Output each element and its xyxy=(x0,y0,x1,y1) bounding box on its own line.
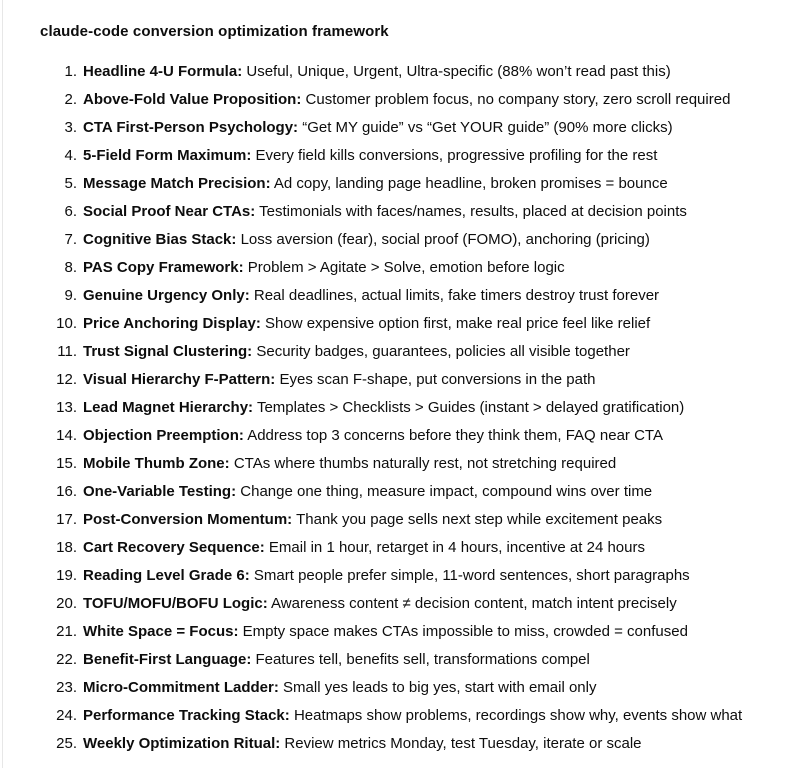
item-number: 18. xyxy=(56,539,77,556)
item-number: 9. xyxy=(64,287,77,304)
framework-list xyxy=(40,58,771,758)
list-item xyxy=(40,618,771,646)
list-item xyxy=(40,506,771,534)
item-number: 16. xyxy=(56,483,77,500)
item-number: 3. xyxy=(64,119,77,136)
item-description: Small yes leads to big yes, start with email only xyxy=(283,679,597,696)
item-description: Email in 1 hour, retarget in 4 hours, incentive at 24 hours xyxy=(268,539,645,556)
item-number: 23. xyxy=(56,679,77,696)
item-label: Genuine Urgency Only: xyxy=(83,287,250,304)
item-description: Templates > Checklists > Guides (instant > delayed gratification) xyxy=(256,399,685,416)
list-item xyxy=(40,58,771,86)
list-item xyxy=(40,86,771,114)
item-number: 11. xyxy=(57,343,77,360)
item-label: Price Anchoring Display: xyxy=(83,315,261,332)
item-label: Cognitive Bias Stack: xyxy=(83,231,237,248)
left-border-line xyxy=(2,0,3,768)
item-description: Smart people prefer simple, 11-word sentences, short paragraphs xyxy=(253,567,690,584)
item-description: Eyes scan F-shape, put conversions in the path xyxy=(279,371,596,388)
list-item xyxy=(40,114,771,142)
item-description: Empty space makes CTAs impossible to miss, crowded = confused xyxy=(242,623,688,640)
item-description: Review metrics Monday, test Tuesday, iterate or scale xyxy=(284,735,642,752)
item-label: PAS Copy Framework: xyxy=(83,259,244,276)
item-number: 25. xyxy=(56,735,77,752)
item-number: 12. xyxy=(56,371,77,388)
item-label: Post-Conversion Momentum: xyxy=(83,511,293,528)
list-item xyxy=(40,646,771,674)
item-number: 20. xyxy=(56,595,77,612)
item-number: 21. xyxy=(56,623,77,640)
item-label: Reading Level Grade 6: xyxy=(83,567,250,584)
list-item xyxy=(40,450,771,478)
item-label: Headline 4-U Formula: xyxy=(83,63,243,80)
list-item xyxy=(40,394,771,422)
item-number: 22. xyxy=(56,651,77,668)
item-description: “Get MY guide” vs “Get YOUR guide” (90% more clicks) xyxy=(302,119,673,136)
item-label: 5-Field Form Maximum: xyxy=(83,147,252,164)
list-item xyxy=(40,310,771,338)
item-description: Real deadlines, actual limits, fake timers destroy trust forever xyxy=(253,287,660,304)
item-description: Every field kills conversions, progressive profiling for the rest xyxy=(255,147,658,164)
item-number: 24. xyxy=(56,707,77,724)
item-label: Lead Magnet Hierarchy: xyxy=(83,399,254,416)
item-description: Testimonials with faces/names, results, placed at decision points xyxy=(259,203,687,220)
list-item xyxy=(40,478,771,506)
list-item xyxy=(40,254,771,282)
item-number: 5. xyxy=(64,175,77,192)
item-description: Security badges, guarantees, policies all visible together xyxy=(256,343,630,360)
list-item xyxy=(40,226,771,254)
page-title: claude-code conversion optimization framework xyxy=(40,23,389,40)
item-description: CTAs where thumbs naturally rest, not stretching required xyxy=(233,455,617,472)
item-label: Visual Hierarchy F-Pattern: xyxy=(83,371,276,388)
item-description: Change one thing, measure impact, compound wins over time xyxy=(240,483,653,500)
item-description: Heatmaps show problems, recordings show why, events show what xyxy=(293,707,743,724)
item-description: Customer problem focus, no company story, zero scroll required xyxy=(305,91,731,108)
item-label: TOFU/MOFU/BOFU Logic: xyxy=(83,595,268,612)
item-description: Awareness content ≠ decision content, match intent precisely xyxy=(271,595,677,612)
item-label: One-Variable Testing: xyxy=(83,483,237,500)
item-number: 13. xyxy=(56,399,77,416)
item-number: 10. xyxy=(56,315,77,332)
item-number: 1. xyxy=(64,63,77,80)
item-description: Loss aversion (fear), social proof (FOMO), anchoring (pricing) xyxy=(240,231,650,248)
item-number: 15. xyxy=(56,455,77,472)
item-description: Ad copy, landing page headline, broken promises = bounce xyxy=(273,175,668,192)
list-item xyxy=(40,590,771,618)
item-label: Mobile Thumb Zone: xyxy=(83,455,230,472)
item-description: Show expensive option first, make real price feel like relief xyxy=(265,315,651,332)
item-number: 14. xyxy=(56,427,77,444)
item-label: Weekly Optimization Ritual: xyxy=(83,735,281,752)
item-label: CTA First-Person Psychology: xyxy=(83,119,299,136)
item-description: Features tell, benefits sell, transformations compel xyxy=(255,651,590,668)
item-label: Objection Preemption: xyxy=(83,427,244,444)
list-item xyxy=(40,702,771,730)
item-number: 17. xyxy=(56,511,77,528)
item-number: 8. xyxy=(64,259,77,276)
item-label: Message Match Precision: xyxy=(83,175,271,192)
list-item xyxy=(40,366,771,394)
list-item xyxy=(40,562,771,590)
list-item xyxy=(40,198,771,226)
item-number: 7. xyxy=(64,231,77,248)
item-description: Thank you page sells next step while excitement peaks xyxy=(296,511,663,528)
item-label: Benefit-First Language: xyxy=(83,651,252,668)
list-item xyxy=(40,338,771,366)
list-item xyxy=(40,282,771,310)
item-description: Useful, Unique, Urgent, Ultra-specific (88% won’t read past this) xyxy=(246,63,671,80)
item-number: 6. xyxy=(64,203,77,220)
item-number: 19. xyxy=(56,567,77,584)
list-item xyxy=(40,422,771,450)
item-description: Problem > Agitate > Solve, emotion before logic xyxy=(247,259,565,276)
item-label: Above-Fold Value Proposition: xyxy=(83,91,302,108)
item-number: 4. xyxy=(64,147,77,164)
item-label: Performance Tracking Stack: xyxy=(83,707,290,724)
item-label: White Space = Focus: xyxy=(83,623,239,640)
list-item xyxy=(40,534,771,562)
list-item xyxy=(40,142,771,170)
item-label: Social Proof Near CTAs: xyxy=(83,203,256,220)
item-description: Address top 3 concerns before they think them, FAQ near CTA xyxy=(247,427,663,444)
item-label: Cart Recovery Sequence: xyxy=(83,539,265,556)
item-label: Trust Signal Clustering: xyxy=(83,343,253,360)
item-number: 2. xyxy=(64,91,77,108)
list-item xyxy=(40,170,771,198)
list-item xyxy=(40,674,771,702)
item-label: Micro-Commitment Ladder: xyxy=(83,679,279,696)
list-item xyxy=(40,730,771,758)
